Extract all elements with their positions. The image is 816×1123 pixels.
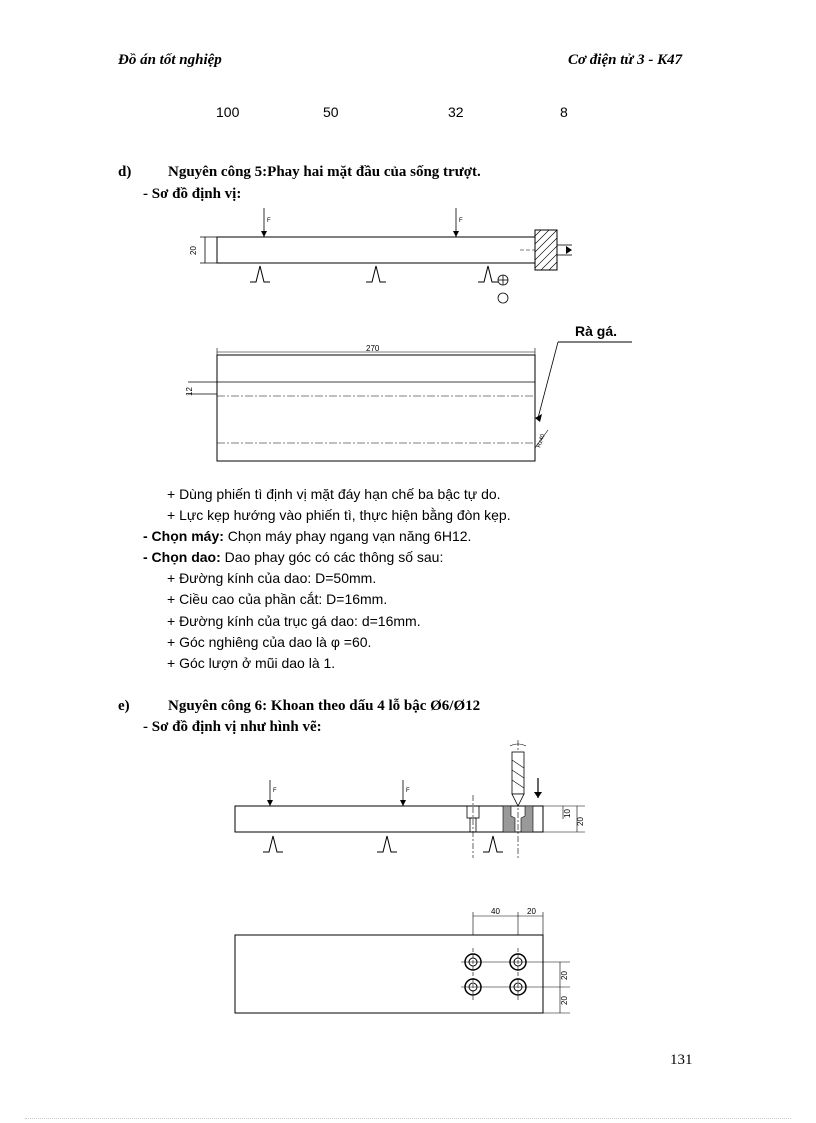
section-d-title: Nguyên công 5:Phay hai mặt đầu của sống trượt.	[168, 164, 481, 180]
tool-param: + Góc lượn ở mũi dao là 1.	[167, 655, 336, 671]
tool-label: - Chọn dao:	[143, 549, 221, 565]
header-left: Đồ án tốt nghiệp	[118, 52, 222, 68]
bullet-item: + Dùng phiến tì định vị mặt đáy hạn chế ba bậc tự do.	[167, 486, 501, 502]
force-label: F	[459, 218, 463, 224]
setup-diagram-top	[180, 318, 640, 468]
tool-param: + Đường kính của trục gá dao: d=16mm.	[167, 613, 421, 629]
dim-12: 12	[185, 387, 194, 396]
top-number: 8	[560, 104, 568, 120]
force-label: F	[273, 788, 277, 794]
dim-20: 20	[527, 907, 536, 916]
machine-text: Chọn máy phay ngang vạn năng 6H12.	[223, 528, 472, 544]
tool-param: + Đường kính của dao: D=50mm.	[167, 570, 377, 586]
workpiece-bar	[217, 237, 535, 263]
milling-cutter	[535, 230, 557, 270]
top-number: 32	[448, 104, 464, 120]
top-number: 100	[216, 104, 240, 120]
section-d-label: d)	[118, 164, 132, 180]
section-e-subtitle: - Sơ đồ định vị như hình vẽ:	[143, 719, 322, 735]
support-pin-icon	[250, 266, 270, 282]
support-pin-icon	[377, 836, 397, 852]
support-pin-icon	[483, 836, 503, 852]
page-number: 131	[670, 1052, 693, 1068]
header-right: Cơ điện tử 3 - K47	[568, 52, 683, 68]
workpiece-top	[235, 935, 543, 1013]
dim-270: 270	[366, 344, 380, 353]
setup-diagram-side	[180, 200, 580, 310]
workpiece-top	[217, 355, 535, 461]
support-pin-icon	[366, 266, 386, 282]
workpiece-bar	[235, 806, 543, 832]
section-d-subtitle: - Sơ đồ định vị:	[143, 186, 242, 202]
dim-20: 20	[560, 996, 569, 1005]
dim-20: 20	[576, 817, 585, 826]
support-pin-icon	[263, 836, 283, 852]
support-pin-icon	[478, 266, 498, 282]
page-bottom-border	[25, 1118, 791, 1119]
drill-icon	[512, 752, 524, 794]
section-e-label: e)	[118, 698, 130, 714]
machine-label: - Chọn máy:	[143, 528, 224, 544]
tool-line	[143, 549, 443, 565]
force-label: F	[267, 218, 271, 224]
machine-line	[143, 528, 471, 544]
dim-20: 20	[189, 246, 198, 255]
tool-param: + Góc nghiêng của dao là φ =60.	[167, 634, 372, 650]
ra-ga-label: Rà gá.	[575, 323, 618, 339]
dim-10: 10	[563, 809, 572, 818]
bullet-item: + Lực kẹp hướng vào phiến tì, thực hiện bằng đòn kẹp.	[167, 507, 511, 523]
top-number: 50	[323, 104, 339, 120]
tool-text: Dao phay góc có các thông số sau:	[220, 549, 444, 565]
drilling-diagram-top	[225, 900, 595, 1020]
section-e-title: Nguyên công 6: Khoan theo dấu 4 lỗ bậc Ø6/Ø12	[168, 698, 481, 714]
force-label: F	[406, 788, 410, 794]
dim-20: 20	[560, 971, 569, 980]
tool-param: + Ciều cao của phần cắt: D=16mm.	[167, 591, 388, 607]
drilling-diagram-side	[225, 740, 595, 870]
dim-40: 40	[491, 907, 500, 916]
roughness-label: Rz40	[536, 433, 547, 449]
